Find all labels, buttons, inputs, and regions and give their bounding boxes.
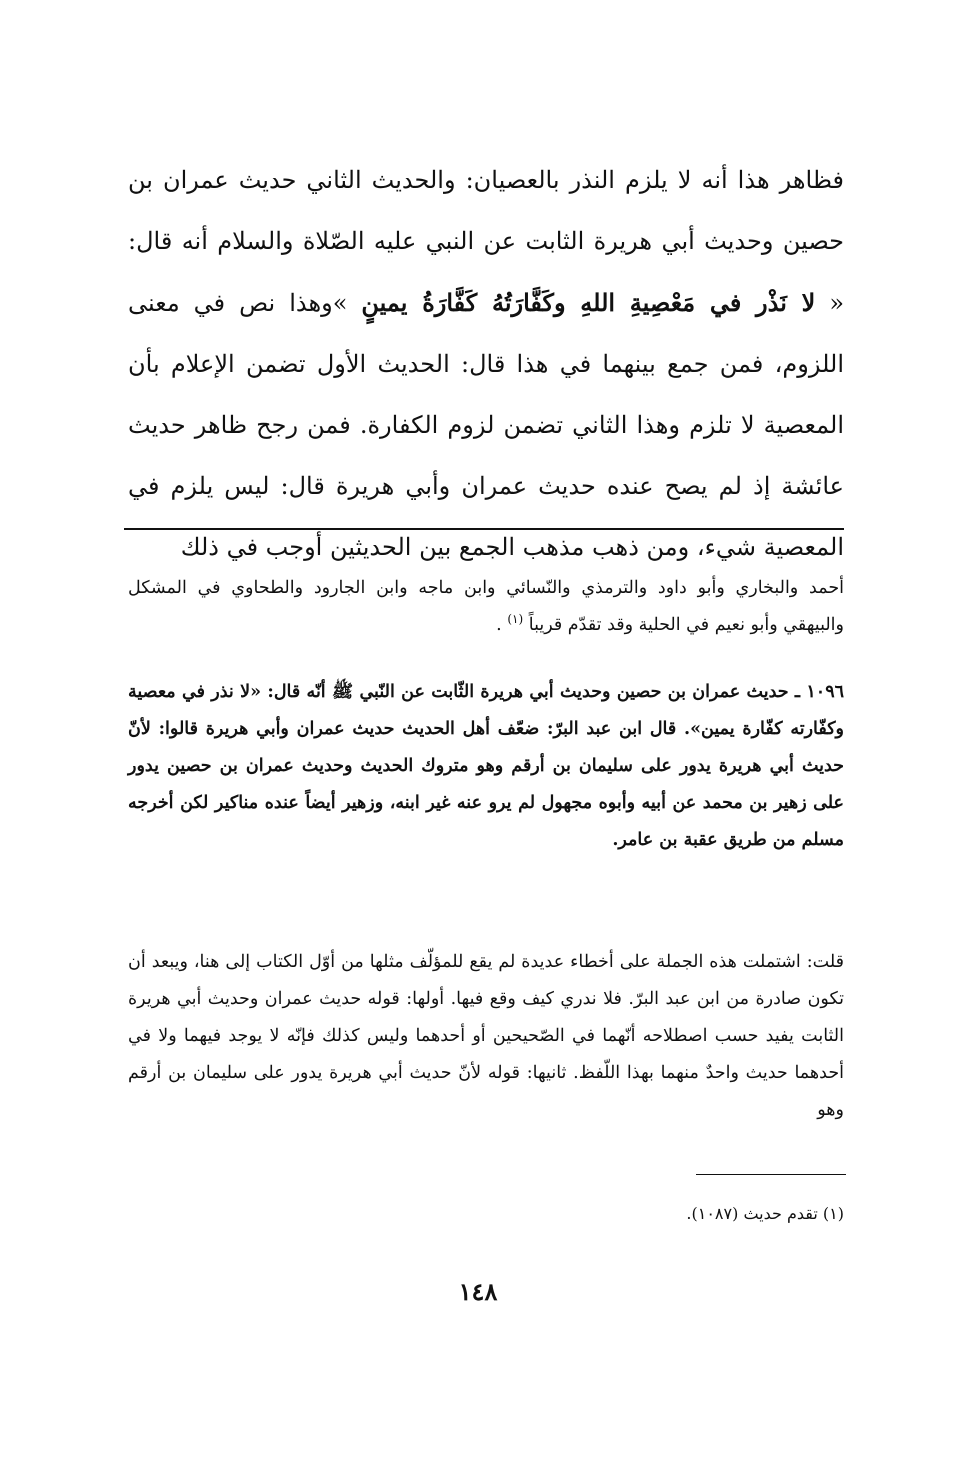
page-number: ١٤٨ xyxy=(458,1277,498,1306)
commentary-paragraph-1 xyxy=(128,570,844,644)
main-text-part1: فظاهر هذا أنه لا يلزم النذر بالعصيان: والحديث الثاني حديث عمران بن حصين وحديث أبي هريرة الثابت عن النبي عليه الصّلاة والسلام أنه قال: « xyxy=(128,166,844,317)
commentary-paragraph-2: ١٠٩٦ ـ حديث عمران بن حصين وحديث أبي هريرة الثّابت عن النّبي ﷺ أنّه قال: «لا نذر في معصية وكفّارته كفّارة يمين». قال ابن عبد البرّ: ضعّف أهل الحديث حديث عمران وأبي هريرة قالوا: لأنّ حديث أبي هريرة يدور على سليمان بن أرقم وهو متروك الحديث وحديث عمران بن حصين يدور على زهير بن محمد عن أبيه وأبوه مجهول لم يرو عنه غير ابنه، وزهير أيضاً عنده مناكير لكن أخرجه مسلم من طريق عقبة بن عامر. xyxy=(128,682,844,850)
commentary-paragraph-3: قلت: اشتملت هذه الجملة على أخطاء عديدة لم يقع للمؤلّف مثلها من أوّل الكتاب إلى هنا، ويبعد أن تكون صادرة من ابن عبد البرّ. فلا ندري كيف وقع فيها. أولها: قوله حديث عمران وحديث أبي هريرة الثابت يفيد حسب اصطلاحه أنّهما في الصّحيحين أو أحدهما وليس كذلك فإنّه لا يوجد فيهما ولا في أحدهما حديث واحدٌ منهما بهذا اللّفظ. ثانيها: قوله لأنّ حديث أبي هريرة يدور على سليمان بن أرقم وهو xyxy=(128,952,844,1120)
footnote-reference: (١) xyxy=(507,612,524,627)
main-text-block xyxy=(128,150,844,578)
footnote: (١) تقدم حديث (١٠٨٧). xyxy=(686,1204,844,1223)
separator-line xyxy=(124,528,844,530)
commentary-paragraph-1-text: أحمد والبخاري وأبو داود والترمذي والنّسائي وابن ماجه وابن الجارود والطحاوي في المشكل والبيهقي وأبو نعيم في الحلية وقد تقدّم قريباً xyxy=(128,578,844,635)
commentary-paragraph-1-end: . xyxy=(496,615,502,635)
hadith-quote: لا نَذْر في مَعْصِيةِ اللهِ وكَفَّارَتُهُ كَفَّارَةُ يمينٍ xyxy=(361,288,816,317)
footnote-separator xyxy=(696,1174,846,1175)
main-text-part2: »وهذا نص في معنى اللزوم، فمن جمع بينهما في هذا قال: الحديث الأول تضمن الإعلام بأن المعصية لا تلزم وهذا الثاني تضمن لزوم الكفارة. فمن رجح ظاهر حديث عائشة إذ لم يصح عنده حديث عمران وأبي هريرة قال: ليس يلزم في المعصية شيء، ومن ذهب مذهب الجمع بين الحديثين أوجب في ذلك xyxy=(128,289,844,561)
